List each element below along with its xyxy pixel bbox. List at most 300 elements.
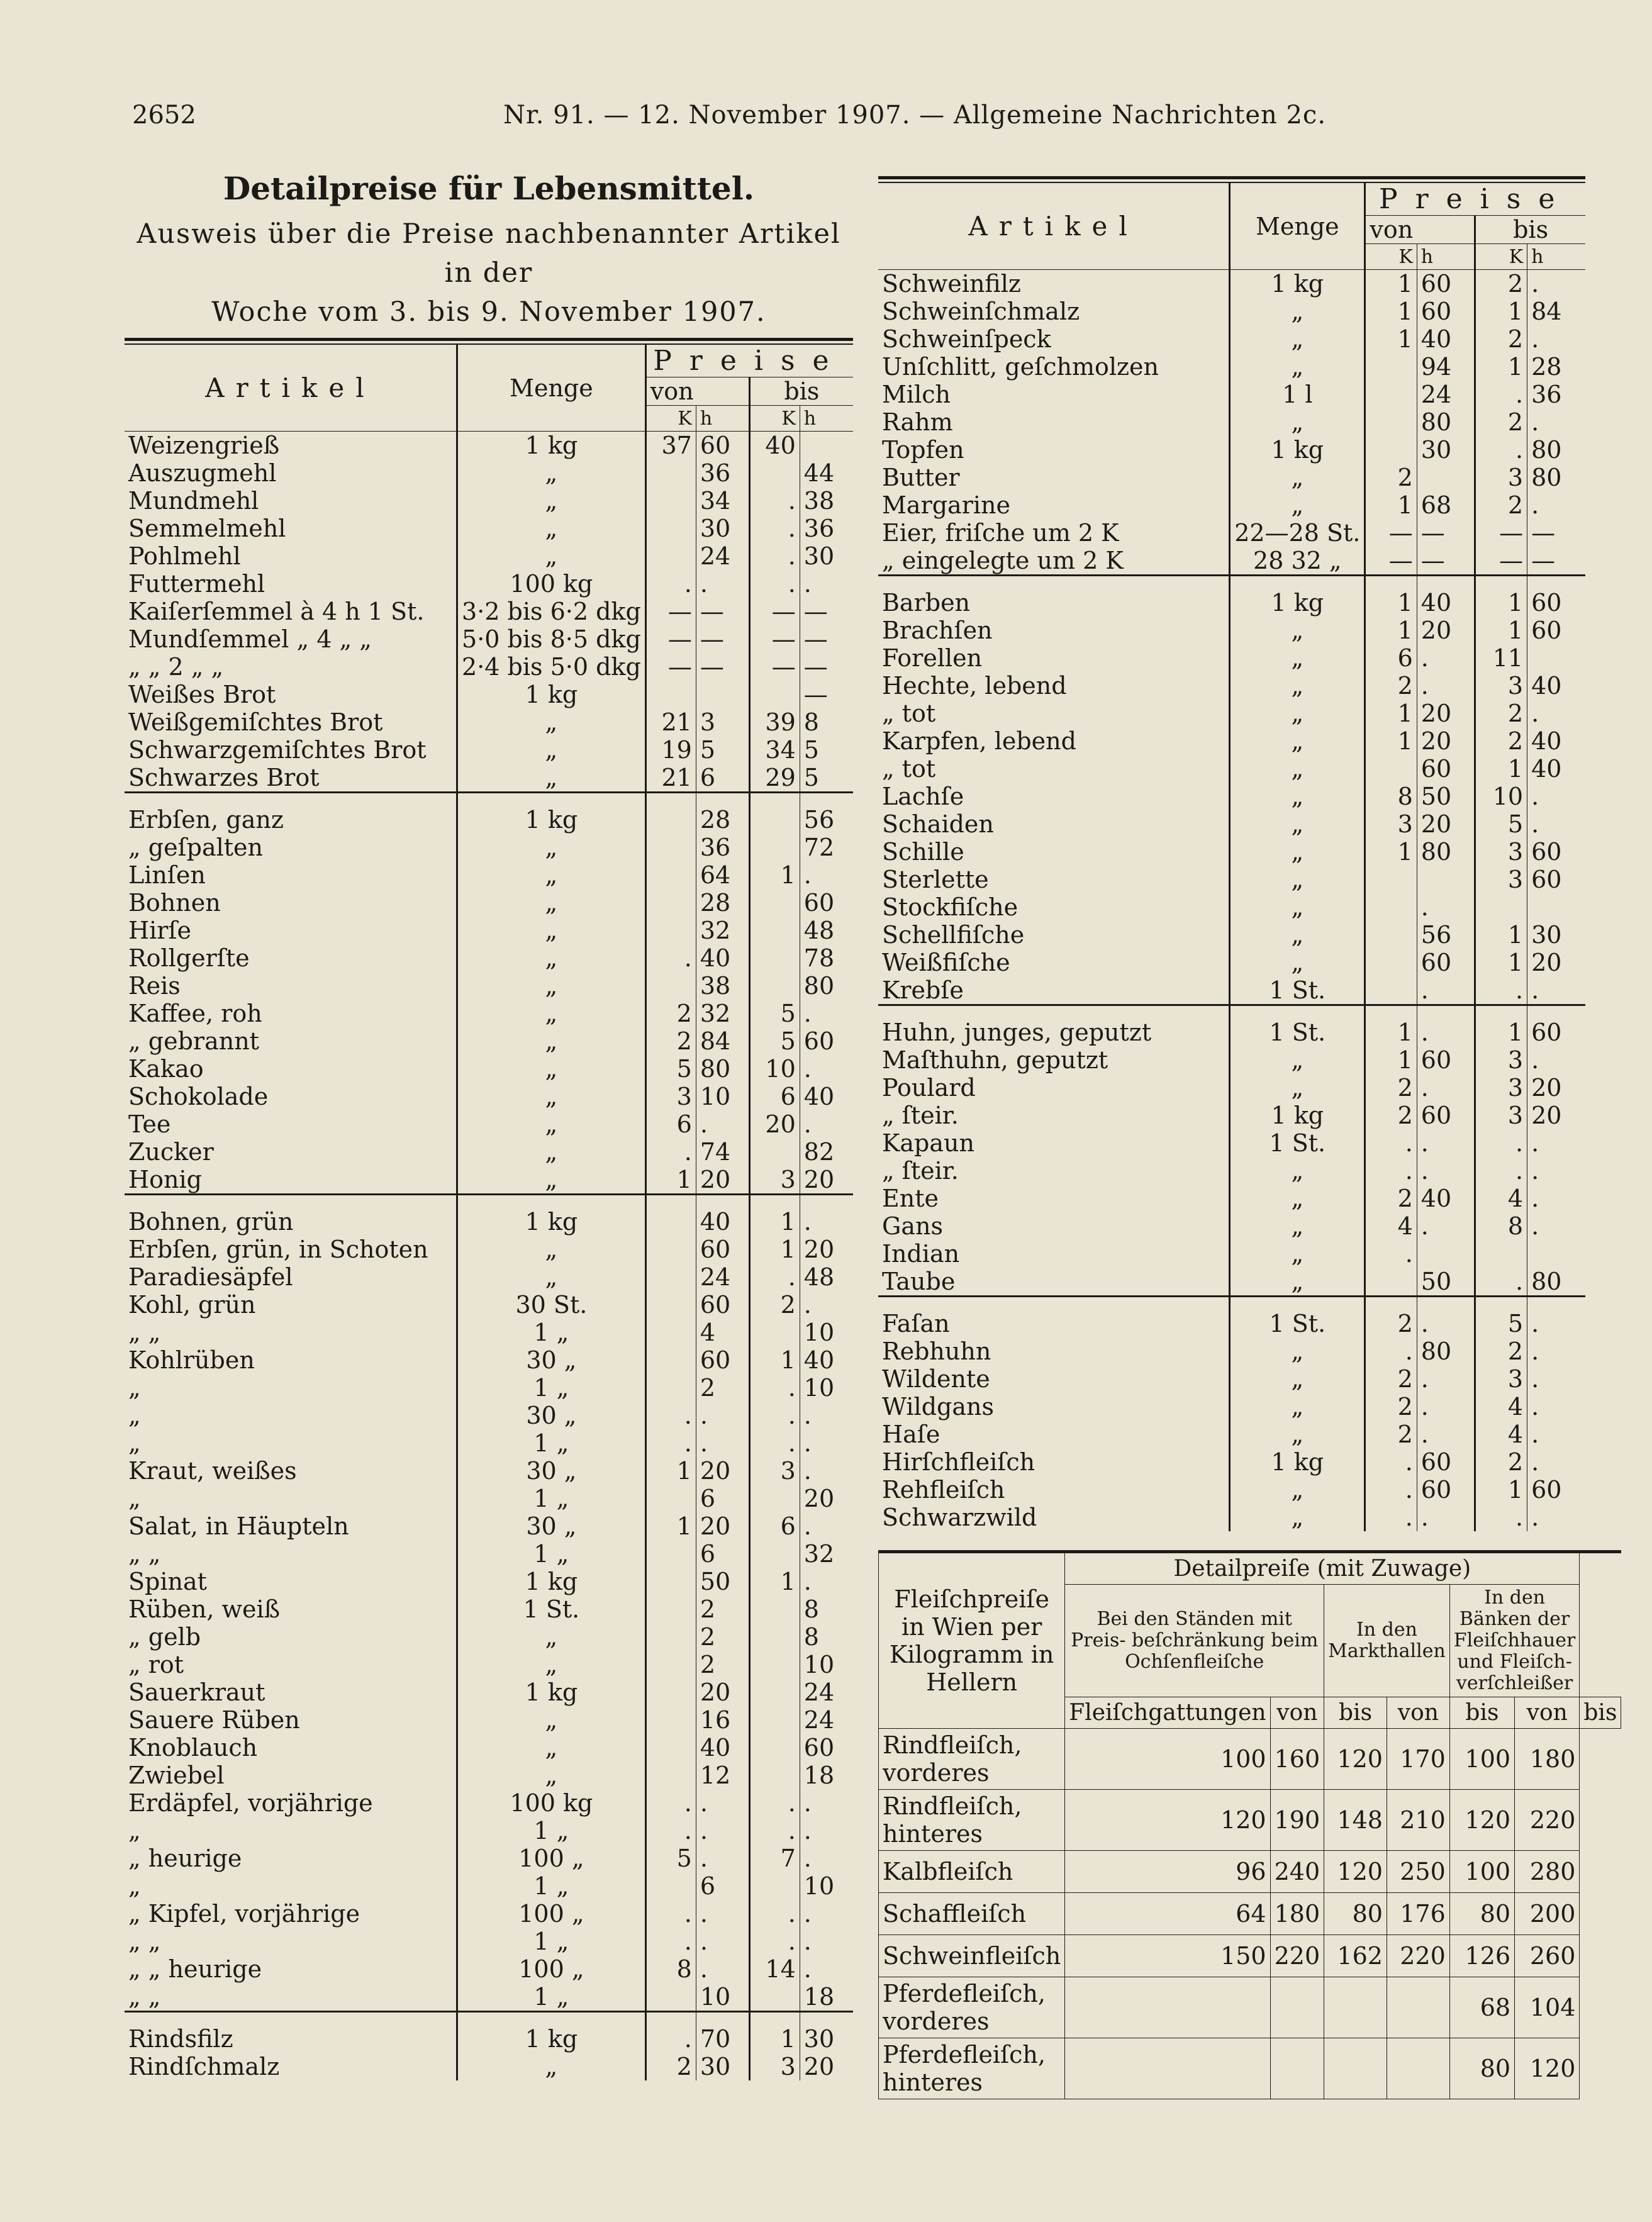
separator-cell: [696, 2012, 749, 2026]
artikel-cell: Reis: [125, 972, 457, 1000]
von-k-cell: .: [1365, 1476, 1417, 1504]
artikel-cell: „ ſteir.: [878, 1102, 1230, 1129]
menge-cell: 1 kg: [457, 1678, 646, 1706]
table-row: [878, 976, 1585, 1005]
fleischgattung-cell: Schaffleiſch: [879, 1893, 1065, 1935]
table-row: [125, 1055, 853, 1083]
title-rule: [125, 338, 853, 345]
artikel-cell: Unſchlitt, geſchmolzen: [878, 353, 1230, 381]
price-cell: 120: [1515, 2038, 1580, 2099]
price-cell: [1270, 1977, 1324, 2038]
von-h-cell: 6: [696, 1872, 749, 1900]
menge-cell: 30 „: [457, 1457, 646, 1485]
bis-h-cell: 40: [1531, 755, 1562, 783]
bis-k-cell: 1: [1475, 298, 1527, 325]
menge-cell: 22—28 St.: [1230, 519, 1365, 547]
menge-cell: „: [1230, 1157, 1365, 1185]
bis-k-cell: 1: [1475, 1019, 1527, 1046]
von-h-cell: 6: [696, 1485, 749, 1512]
von-h-cell: .: [696, 1429, 749, 1457]
bis-k-cell: .: [1475, 1504, 1527, 1531]
bis-k-cell: [749, 889, 800, 917]
bis-k-cell: [749, 1678, 800, 1706]
menge-cell: 1 „: [457, 1983, 646, 2012]
separator-cell: [1417, 1005, 1475, 1019]
von-k-cell: 2: [1365, 1102, 1417, 1129]
table-row: [125, 1761, 853, 1789]
von-k-cell: —: [645, 598, 696, 625]
von-h-cell: .: [1417, 644, 1475, 672]
von-h-cell: 30: [696, 515, 749, 542]
bis-h-cell: 20: [1531, 1074, 1562, 1102]
bis-k-cell: .: [1475, 1268, 1527, 1297]
separator-cell: [125, 1195, 457, 1209]
von-k-cell: [645, 889, 696, 917]
table-row: [878, 755, 1585, 783]
artikel-cell: Pohlmehl: [125, 542, 457, 570]
table-row: [125, 570, 853, 598]
von-k-cell: .: [645, 1900, 696, 1928]
von-h-cell: 56: [1417, 921, 1475, 949]
bis-h-cell: .: [803, 1055, 812, 1083]
artikel-cell: Schellfiſche: [878, 921, 1230, 949]
von-k-cell: [1365, 866, 1417, 893]
bis-h-cell: 18: [803, 1983, 835, 2011]
von-h-cell: 20: [696, 1512, 749, 1540]
bis-k-cell: 1: [749, 2025, 800, 2053]
menge-cell: „: [1230, 1337, 1365, 1365]
artikel-cell: Margarine: [878, 491, 1230, 519]
artikel-cell: „ tot: [878, 755, 1230, 783]
menge-cell: „: [1230, 700, 1365, 727]
menge-cell: 1 kg: [457, 2025, 646, 2053]
von-k-cell: [645, 1374, 696, 1402]
menge-cell: „: [457, 459, 646, 487]
von-h-cell: 5: [696, 736, 749, 764]
price-cell: 120: [1324, 1729, 1387, 1790]
table-row: [878, 700, 1585, 727]
menge-cell: 30 „: [457, 1346, 646, 1374]
artikel-cell: Futtermehl: [125, 570, 457, 598]
von-h-cell: 60: [696, 1236, 749, 1263]
von-h-cell: .: [1417, 1421, 1475, 1448]
artikel-cell: „: [125, 1402, 457, 1429]
von-h-cell: 60: [1417, 755, 1475, 783]
fleisch-row: [879, 1893, 1621, 1935]
price-cell: [1387, 1977, 1449, 2038]
von-k-cell: 3: [1365, 810, 1417, 838]
von-h-cell: 12: [696, 1761, 749, 1789]
bis-k-cell: 5: [749, 1000, 800, 1027]
bis-h-cell: .: [1531, 1393, 1539, 1421]
von-h-cell: 84: [696, 1027, 749, 1055]
price-cell: 250: [1387, 1851, 1449, 1893]
von-header: von: [1387, 1697, 1449, 1729]
menge-cell: „: [1230, 298, 1365, 325]
table-row: [125, 889, 853, 917]
von-k-cell: 1: [1365, 1046, 1417, 1074]
von-h-cell: 2: [696, 1651, 749, 1678]
bis-h-cell: .: [1531, 1365, 1539, 1393]
table-row: [125, 834, 853, 861]
von-k-cell: [645, 1872, 696, 1900]
table-row: [125, 1291, 853, 1319]
von-h-cell: .: [1417, 1074, 1475, 1102]
menge-cell: „: [457, 1083, 646, 1110]
menge-cell: 1 „: [457, 1374, 646, 1402]
von-header: von: [645, 377, 749, 406]
table-row: [878, 783, 1585, 810]
artikel-cell: „ heurige: [125, 1845, 457, 1872]
von-h-cell: 64: [696, 861, 749, 889]
von-h-cell: .: [696, 1900, 749, 1928]
von-k-cell: [645, 487, 696, 515]
menge-cell: 1 St.: [1230, 1019, 1365, 1046]
von-k-cell: 2: [645, 1027, 696, 1055]
table-row: [125, 1789, 853, 1817]
table-row: [125, 1166, 853, 1195]
von-k-cell: 1: [1365, 270, 1417, 298]
von-k-cell: 6: [1365, 644, 1417, 672]
bis-k-cell: 10: [749, 1055, 800, 1083]
bis-h-cell: .: [803, 1845, 812, 1872]
von-h-cell: .: [1417, 976, 1475, 1005]
von-header: von: [1515, 1697, 1580, 1729]
artikel-cell: Haſe: [878, 1421, 1230, 1448]
table-row: [878, 1157, 1585, 1185]
von-h-cell: [696, 681, 749, 708]
fleischgattung-cell: Pferdefleiſch, hinteres: [879, 2038, 1065, 2099]
menge-cell: 2·4 bis 5·0 dkg: [457, 653, 646, 681]
artikel-cell: Krebſe: [878, 976, 1230, 1005]
separator-cell: [696, 793, 749, 807]
artikel-cell: „ „: [125, 1983, 457, 2012]
bis-k-cell: 40: [749, 432, 800, 460]
von-h-cell: 60: [1417, 1476, 1475, 1504]
bis-k-cell: 39: [749, 708, 800, 736]
artikel-header: Artikel: [878, 183, 1230, 270]
menge-cell: 1 St.: [457, 1595, 646, 1623]
bis-k-cell: 11: [1475, 644, 1527, 672]
table-row: [878, 589, 1585, 617]
bis-k-cell: .: [749, 1429, 800, 1457]
separator-cell: [1527, 576, 1585, 589]
separator-cell: [1417, 576, 1475, 589]
separator-cell: [645, 793, 696, 807]
menge-cell: „: [457, 917, 646, 944]
artikel-cell: Semmelmehl: [125, 515, 457, 542]
menge-cell: 1 kg: [457, 681, 646, 708]
bis-k-cell: 1: [1475, 589, 1527, 617]
bis-h-cell: .: [803, 1457, 812, 1485]
bis-h-cell: 36: [1531, 381, 1562, 408]
von-h-cell: .: [1417, 672, 1475, 700]
bis-k-cell: 5: [1475, 810, 1527, 838]
artikel-cell: Schwarzwild: [878, 1504, 1230, 1531]
artikel-cell: Tee: [125, 1110, 457, 1138]
von-h-cell: .: [1417, 1393, 1475, 1421]
von-h-cell: 50: [1417, 783, 1475, 810]
bis-h-cell: 40: [803, 1346, 835, 1374]
subtitle-line-2: Woche vom 3. bis 9. November 1907.: [211, 296, 766, 328]
artikel-cell: Kohl, grün: [125, 1291, 457, 1319]
von-k-cell: .: [645, 1138, 696, 1166]
fleisch-row: [879, 1790, 1621, 1851]
table-row: [125, 1595, 853, 1623]
bis-k-cell: .: [1475, 381, 1527, 408]
bis-k-cell: [749, 806, 800, 834]
bis-h-cell: .: [1531, 976, 1539, 1004]
menge-cell: „: [457, 834, 646, 861]
separator-cell: [749, 1195, 800, 1209]
von-k-cell: [645, 1346, 696, 1374]
bis-h-cell: .: [803, 1817, 812, 1845]
von-k-cell: —: [1365, 519, 1417, 547]
menge-header: Menge: [1230, 183, 1365, 270]
bis-h-cell: 24: [803, 1706, 835, 1734]
von-h-cell: 24: [696, 1263, 749, 1291]
artikel-cell: „: [125, 1429, 457, 1457]
page-number: 2652: [132, 101, 196, 130]
table-row: [125, 432, 853, 460]
von-k-cell: .: [645, 1429, 696, 1457]
table-row: [125, 1983, 853, 2012]
bis-k-cell: 2: [749, 1291, 800, 1319]
bis-k-cell: —: [749, 598, 800, 625]
fleisch-row: [879, 1729, 1621, 1790]
detail-header: Detailpreiſe (mit Zuwage): [1065, 1552, 1580, 1585]
bis-h-cell: 30: [803, 2025, 835, 2053]
bis-h-cell: —: [803, 681, 828, 708]
table-row: [125, 764, 853, 793]
bis-h-cell: 60: [1531, 617, 1562, 644]
von-h-cell: .: [1417, 1365, 1475, 1393]
von-h-cell: .: [696, 1845, 749, 1872]
table-row: [125, 1955, 853, 1983]
fleisch-body: [879, 1729, 1621, 2099]
table-row: [878, 381, 1585, 408]
von-k-cell: 2: [1365, 672, 1417, 700]
separator-cell: [457, 793, 646, 807]
artikel-cell: Linſen: [125, 861, 457, 889]
table-row: [878, 838, 1585, 866]
von-h-cell: 40: [696, 1208, 749, 1236]
von-h-cell: 24: [696, 542, 749, 570]
preise-header: Preise: [1365, 183, 1585, 216]
bis-k-cell: 20: [749, 1110, 800, 1138]
von-k-cell: [1365, 755, 1417, 783]
bis-k-cell: [749, 1319, 800, 1346]
von-k-cell: 1: [1365, 298, 1417, 325]
separator-cell: [1230, 1297, 1365, 1310]
bis-h-cell: —: [803, 598, 828, 625]
fleisch-table: [878, 1550, 1621, 2099]
artikel-cell: Eier, friſche um 2 K: [878, 519, 1230, 547]
menge-cell: „: [457, 972, 646, 1000]
von-h-cell: 2: [696, 1623, 749, 1651]
gattung-header: Fleiſchgattungen: [1065, 1697, 1270, 1729]
bis-k-cell: 34: [749, 736, 800, 764]
artikel-cell: Sauerkraut: [125, 1678, 457, 1706]
artikel-cell: Rebhuhn: [878, 1337, 1230, 1365]
menge-cell: „: [457, 764, 646, 793]
separator-cell: [1475, 1297, 1527, 1310]
menge-cell: „: [1230, 1240, 1365, 1268]
price-cell: 80: [1449, 2038, 1514, 2099]
bis-k-cell: [749, 1983, 800, 2012]
bis-h-cell: .: [1531, 1157, 1539, 1185]
bis-h-cell: 60: [803, 889, 835, 917]
von-k-cell: [645, 1595, 696, 1623]
menge-cell: „: [457, 1236, 646, 1263]
bis-h-cell: 30: [803, 542, 835, 570]
bis-h-cell: [1527, 644, 1585, 672]
bis-k-cell: .: [749, 515, 800, 542]
price-cell: 210: [1387, 1790, 1449, 1851]
bis-h-cell: 40: [803, 1083, 835, 1110]
bis-h-cell: 56: [803, 806, 835, 834]
separator-cell: [1365, 1005, 1417, 1019]
bis-h-cell: .: [803, 1291, 812, 1319]
bis-k-cell: .: [749, 542, 800, 570]
von-k-cell: [645, 1623, 696, 1651]
bis-k-cell: 3: [1475, 464, 1527, 491]
bis-h-cell: 8: [803, 1623, 819, 1651]
table-row: [125, 653, 853, 681]
bis-h-cell: 10: [803, 1872, 835, 1900]
bis-k-cell: .: [1475, 1129, 1527, 1157]
von-h-cell: .: [696, 1817, 749, 1845]
von-h-cell: .: [696, 1928, 749, 1955]
bis-k-cell: [1475, 1240, 1527, 1268]
bis-k-cell: .: [1475, 976, 1527, 1005]
separator-cell: [749, 2012, 800, 2026]
von-k-cell: .: [1365, 1157, 1417, 1185]
von-h-cell: 80: [1417, 838, 1475, 866]
von-k-cell: [645, 806, 696, 834]
artikel-cell: Auszugmehl: [125, 459, 457, 487]
bis-h-cell: 84: [1531, 298, 1562, 325]
menge-cell: „: [457, 736, 646, 764]
price-cell: 220: [1387, 1935, 1449, 1977]
table-row: [878, 644, 1585, 672]
artikel-cell: „: [125, 1817, 457, 1845]
von-h-cell: 30: [1417, 436, 1475, 464]
menge-cell: 30 „: [457, 1402, 646, 1429]
table-row: [125, 1319, 853, 1346]
staende-header: Bei den Ständen mit Preis- beſchränkung beim Ochſenfleiſche: [1065, 1585, 1324, 1697]
artikel-cell: Salat, in Häupteln: [125, 1512, 457, 1540]
artikel-cell: Karpfen, lebend: [878, 727, 1230, 755]
bis-k-cell: [1475, 893, 1527, 921]
artikel-cell: Forellen: [878, 644, 1230, 672]
table-row: [125, 1083, 853, 1110]
table-row: [125, 1263, 853, 1291]
bis-h-cell: 60: [803, 1027, 835, 1055]
artikel-cell: Paradiesäpfel: [125, 1263, 457, 1291]
menge-cell: „: [457, 1706, 646, 1734]
von-h-cell: 30: [696, 2053, 749, 2080]
price-table-right: [878, 183, 1585, 1531]
von-h-cell: —: [696, 653, 749, 681]
bis-k-cell: 1: [749, 1568, 800, 1595]
von-h-cell: 36: [696, 834, 749, 861]
price-cell: 126: [1449, 1935, 1514, 1977]
artikel-cell: Rahm: [878, 408, 1230, 436]
separator-cell: [125, 793, 457, 807]
separator-cell: [878, 1005, 1230, 1019]
von-h-cell: 40: [1417, 589, 1475, 617]
table-row: [125, 1000, 853, 1027]
von-k-cell: 21: [645, 708, 696, 736]
von-h-cell: 34: [696, 487, 749, 515]
artikel-cell: Zwiebel: [125, 1761, 457, 1789]
separator-cell: [800, 793, 853, 807]
table-row: [125, 681, 853, 708]
von-k-cell: [645, 1291, 696, 1319]
bis-header: bis: [1324, 1697, 1387, 1729]
bis-h-cell: —: [803, 653, 828, 681]
table-row: [125, 1900, 853, 1928]
artikel-cell: Maſthuhn, geputzt: [878, 1046, 1230, 1074]
artikel-cell: Brachſen: [878, 617, 1230, 644]
bis-h-cell: 82: [803, 1138, 835, 1166]
h-header: h: [1527, 244, 1585, 270]
bis-k-cell: [749, 1623, 800, 1651]
price-cell: 120: [1065, 1790, 1270, 1851]
menge-cell: „: [457, 1734, 646, 1761]
running-header: [132, 94, 1520, 138]
von-h-cell: 60: [696, 1291, 749, 1319]
bis-h-cell: 32: [803, 1540, 835, 1568]
bis-k-cell: .: [749, 1789, 800, 1817]
von-h-cell: .: [696, 1110, 749, 1138]
fleischgattung-cell: Kalbfleiſch: [879, 1851, 1065, 1893]
bis-h-cell: .: [1531, 491, 1539, 519]
menge-cell: 1 l: [1230, 381, 1365, 408]
menge-cell: 1 kg: [457, 1568, 646, 1595]
bis-k-cell: [749, 1651, 800, 1678]
menge-cell: „: [1230, 755, 1365, 783]
bis-h-cell: .: [803, 1928, 812, 1955]
table-row: [125, 2053, 853, 2080]
bis-h-cell: .: [1531, 783, 1539, 810]
table-row: [125, 861, 853, 889]
menge-cell: „: [457, 861, 646, 889]
von-h-cell: .: [696, 1789, 749, 1817]
artikel-cell: Rehfleiſch: [878, 1476, 1230, 1504]
menge-cell: „: [457, 944, 646, 972]
von-h-cell: 20: [696, 1678, 749, 1706]
von-h-cell: 20: [696, 1166, 749, 1195]
price-cell: 64: [1065, 1893, 1270, 1935]
table-row: [125, 1346, 853, 1374]
artikel-cell: Bohnen: [125, 889, 457, 917]
table-row: [878, 1129, 1585, 1157]
price-cell: [1065, 1977, 1270, 2038]
von-h-cell: 40: [1417, 325, 1475, 353]
artikel-cell: „ ſteir.: [878, 1157, 1230, 1185]
bis-header: bis: [1449, 1697, 1514, 1729]
separator-cell: [878, 576, 1230, 589]
von-k-cell: —: [645, 653, 696, 681]
von-k-cell: 8: [1365, 783, 1417, 810]
bis-h-cell: 5: [803, 736, 819, 764]
price-cell: 220: [1515, 1790, 1580, 1851]
bis-k-cell: .: [749, 1402, 800, 1429]
artikel-cell: Lachſe: [878, 783, 1230, 810]
artikel-cell: „ „: [125, 1540, 457, 1568]
